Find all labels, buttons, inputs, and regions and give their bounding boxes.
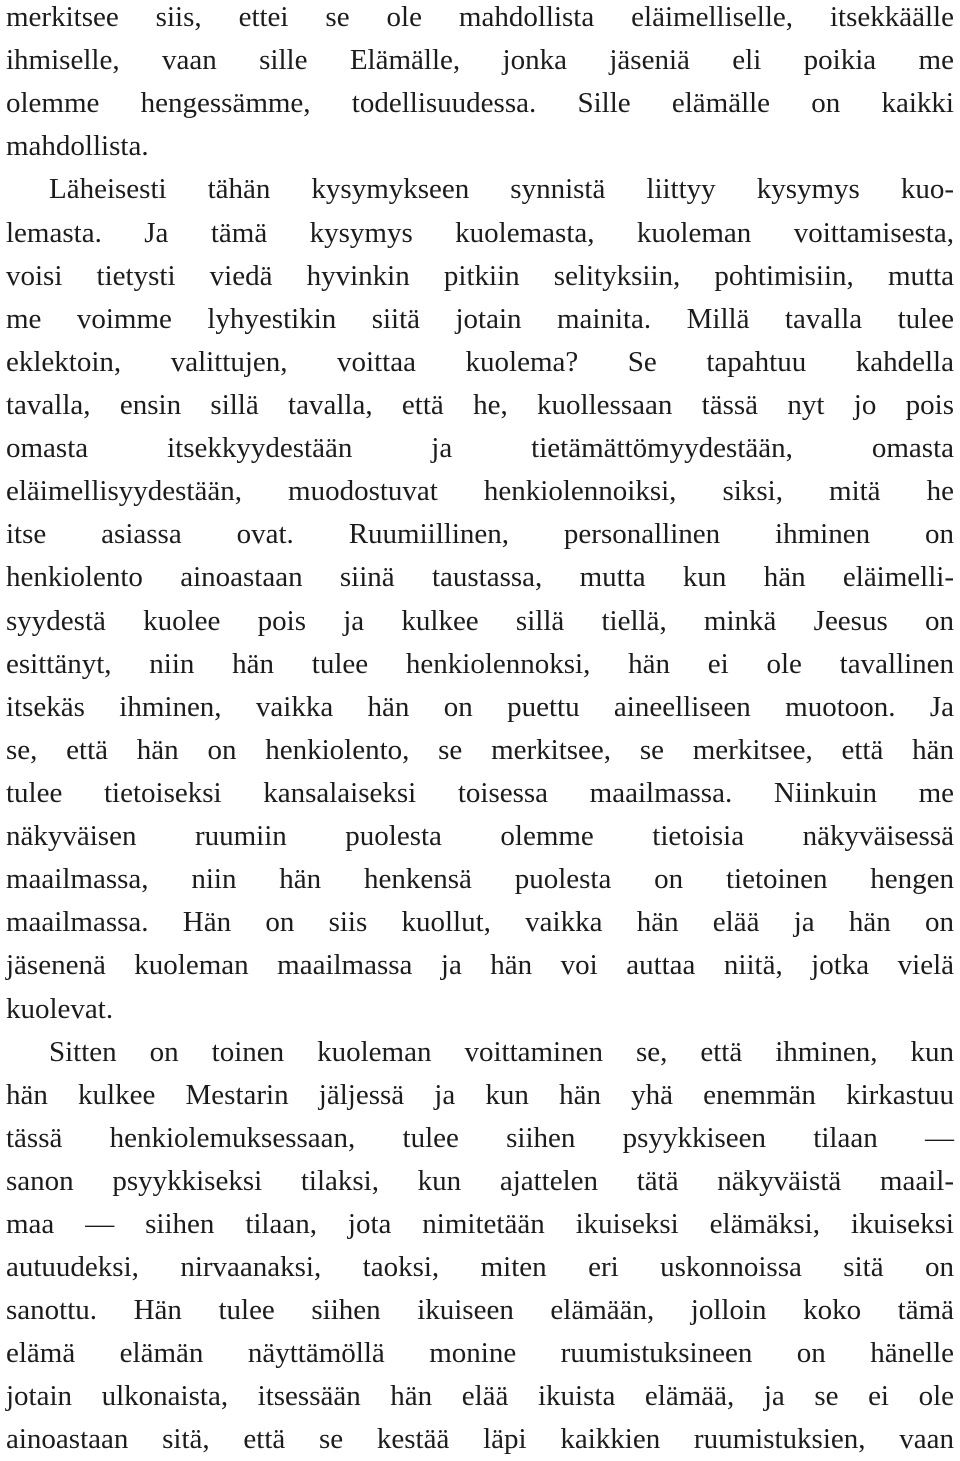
text-line: Sitten on toinen kuoleman voittaminen se, että ihminen, kun [49,1036,954,1068]
text-line: autuudeksi, nirvaanaksi, taoksi, miten eri uskonnoissa sitä on [6,1251,954,1283]
text-line: maa — siihen tilaan, jota nimitetään ikuiseksi elämäksi, ikuiseksi [6,1208,954,1240]
text-line: omasta itsekkyydestään ja tietämättömyydestään, omasta [6,432,954,464]
text-line: itsekäs ihminen, vaikka hän on puettu aineelliseen muotoon. Ja [6,691,954,723]
text-line: kuolevat. [6,993,114,1025]
text-line: tulee tietoiseksi kansalaiseksi toisessa maailmassa. Niinkuin me [6,777,954,809]
text-line: me voimme lyhyestikin siitä jotain mainita. Millä tavalla tulee [6,303,954,335]
text-line: merkitsee siis, ettei se ole mahdollista eläimelliselle, itsekkäälle [6,1,954,33]
text-line: jotain ulkonaista, itsessään hän elää ikuista elämää, ja se ei ole [6,1380,954,1412]
text-line: ainoastaan sitä, että se kestää läpi kaikkien ruumistuksien, vaan [6,1423,954,1455]
text-line: tässä henkiolemuksessaan, tulee siihen psyykkiseen tilaan — [6,1122,954,1154]
text-line: syydestä kuolee pois ja kulkee sillä tiellä, minkä Jeesus on [6,605,954,637]
text-line: esittänyt, niin hän tulee henkiolennoksi, hän ei ole tavallinen [6,648,954,680]
text-line: henkiolento ainoastaan siinä taustassa, mutta kun hän eläimelli- [6,561,954,593]
text-line: ihmiselle, vaan sille Elämälle, jonka jäseniä eli poikia me [6,44,954,76]
text-line: elämä elämän näyttämöllä monine ruumistuksineen on hänelle [6,1337,954,1369]
text-line: näkyväisen ruumiin puolesta olemme tietoisia näkyväisessä [6,820,954,852]
text-line: Läheisesti tähän kysymykseen synnistä liittyy kysymys kuo- [49,173,954,205]
text-line: sanottu. Hän tulee siihen ikuiseen elämään, jolloin koko tämä [6,1294,954,1326]
text-line: se, että hän on henkiolento, se merkitsee, se merkitsee, että hän [6,734,954,766]
text-line: hän kulkee Mestarin jäljessä ja kun hän yhä enemmän kirkastuu [6,1079,954,1111]
text-line: jäsenenä kuoleman maailmassa ja hän voi auttaa niitä, jotka vielä [6,949,954,981]
text-line: lemasta. Ja tämä kysymys kuolemasta, kuoleman voittamisesta, [6,217,954,249]
text-line: maailmassa. Hän on siis kuollut, vaikka hän elää ja hän on [6,906,954,938]
text-line: olemme hengessämme, todellisuudessa. Sille elämälle on kaikki [6,87,954,119]
text-line: itse asiassa ovat. Ruumiillinen, personallinen ihminen on [6,518,954,550]
text-line: maailmassa, niin hän henkensä puolesta on tietoinen hengen [6,863,954,895]
text-line: mahdollista. [6,130,149,162]
text-line: tavalla, ensin sillä tavalla, että he, kuollessaan tässä nyt jo pois [6,389,954,421]
text-line: eklektoin, valittujen, voittaa kuolema? Se tapahtuu kahdella [6,346,954,378]
text-line: sanon psyykkiseksi tilaksi, kun ajattelen tätä näkyväistä maail- [6,1165,954,1197]
text-line: voisi tietysti viedä hyvinkin pitkiin selityksiin, pohtimisiin, mutta [6,260,954,292]
text-line: eläimellisyydestään, muodostuvat henkiolennoiksi, siksi, mitä he [6,475,954,507]
